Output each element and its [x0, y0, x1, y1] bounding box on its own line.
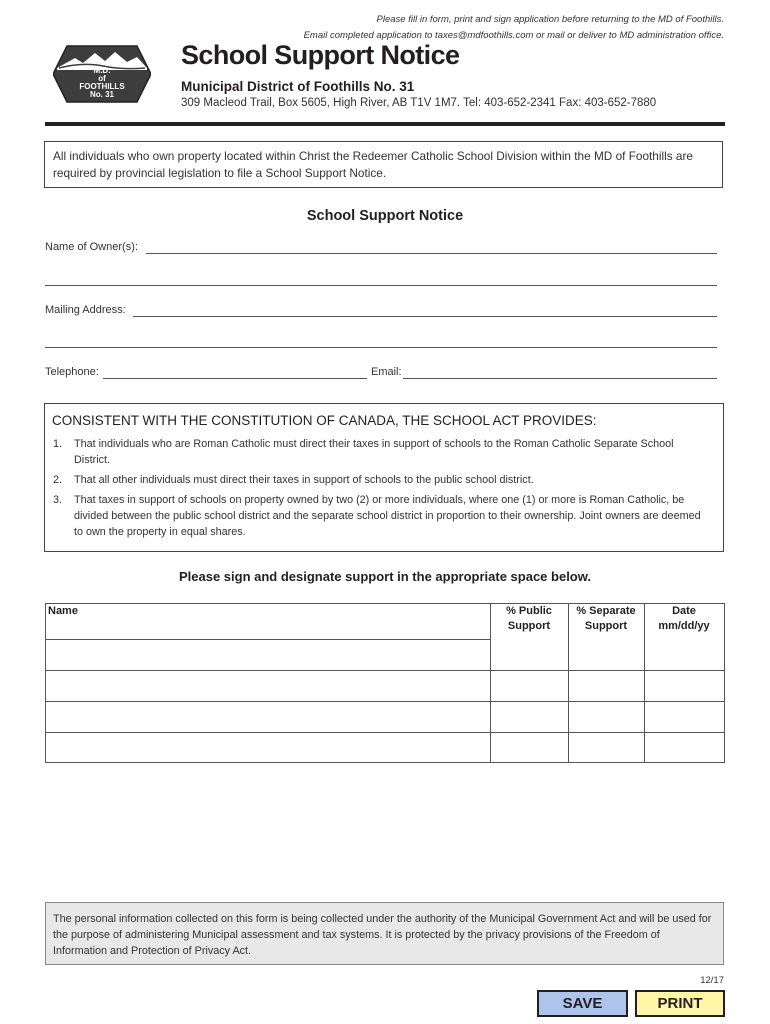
column-header-public-line2: Support	[507, 620, 551, 632]
revision-date: 12/17	[700, 975, 724, 986]
column-header-separate-line2: Support	[584, 620, 628, 632]
table-row	[45, 701, 725, 733]
constitution-heading: CONSISTENT WITH THE CONSTITUTION OF CANADA, THE SCHOOL ACT PROVIDES:	[52, 413, 597, 428]
page-title: School Support Notice	[181, 40, 460, 70]
table-row	[45, 639, 725, 671]
owner-name-label: Name of Owner(s):	[45, 241, 138, 253]
md-foothills-logo	[53, 44, 151, 104]
column-header-separate-line1: % Separate	[576, 605, 636, 617]
column-header-public-line1: % Public	[506, 605, 552, 617]
instruction-line-1: Please fill in form, print and sign application before returning to the MD of Foothills.	[376, 14, 724, 25]
print-button[interactable]: PRINT	[635, 990, 725, 1017]
list-item-number: 2.	[53, 474, 63, 486]
list-item	[53, 472, 708, 488]
logo-line-3: FOOTHILLS	[79, 82, 125, 91]
table-row	[45, 670, 725, 702]
instruction-line-2: Email completed application to taxes@mdfoothills.com or mail or deliver to MD administration office.	[303, 30, 724, 41]
list-item-text: That individuals who are Roman Catholic must direct their taxes in support of schools to the Roman Catholic Separate School District.	[74, 438, 674, 466]
mailing-address-label: Mailing Address:	[45, 304, 126, 316]
list-item-number: 1.	[53, 438, 63, 450]
logo-line-1: M.D.	[93, 66, 111, 75]
owner-name-field[interactable]	[146, 253, 717, 254]
column-header-public	[490, 604, 568, 634]
column-header-date-line1: Date	[672, 605, 696, 617]
column-header-separate	[568, 604, 644, 634]
organization-address: 309 Macleod Trail, Box 5605, High River, AB T1V 1M7. Tel: 403-652-2341 Fax: 403-652-7880	[181, 97, 657, 109]
signature-table	[45, 603, 725, 763]
column-header-date-line2: mm/dd/yy	[658, 620, 710, 632]
telephone-label: Telephone:	[45, 366, 99, 378]
list-item-number: 3.	[53, 494, 63, 506]
constitution-list	[53, 436, 708, 544]
logo-line-4: No. 31	[89, 90, 114, 99]
intro-notice: All individuals who own property located within Christ the Redeemer Catholic School Division within the MD of Foothills are required by provincial legislation to file a School Support Notice.	[44, 141, 723, 188]
list-item-text: That taxes in support of schools on property owned by two (2) or more individuals, where one (1) or more is Roman Catholic, be divided between the public school district and the separate school district in proportion to their ownership. Joint owners are deemed to own the property in equal shares.	[74, 494, 701, 538]
logo-line-2: of	[98, 74, 106, 83]
list-item	[53, 436, 708, 468]
telephone-field[interactable]	[103, 378, 367, 379]
signature-instructions: Please sign and designate support in the appropriate space below.	[178, 569, 591, 584]
privacy-notice: The personal information collected on this form is being collected under the authority of the Municipal Government Act and will be used for the purpose of administering Municipal assessment and tax systems. It is protected by the privacy provisions of the Freedom of Information and Protection of Privacy Act.	[45, 902, 724, 965]
column-header-name: Name	[48, 605, 78, 617]
constitution-box	[44, 403, 724, 552]
owner-name-field-2[interactable]	[45, 285, 717, 286]
mailing-address-field-2[interactable]	[45, 347, 717, 348]
organization-name: Municipal District of Foothills No. 31	[181, 79, 415, 94]
form-section-title: School Support Notice	[306, 208, 464, 224]
header-divider	[45, 122, 725, 126]
email-field[interactable]	[403, 378, 717, 379]
list-item	[53, 492, 708, 540]
table-row	[45, 732, 725, 763]
column-header-date	[644, 604, 724, 634]
list-item-text: That all other individuals must direct their taxes in support of schools to the public school district.	[74, 474, 534, 486]
email-label: Email:	[371, 366, 402, 378]
save-button[interactable]: SAVE	[537, 990, 628, 1017]
mailing-address-field[interactable]	[133, 316, 717, 317]
